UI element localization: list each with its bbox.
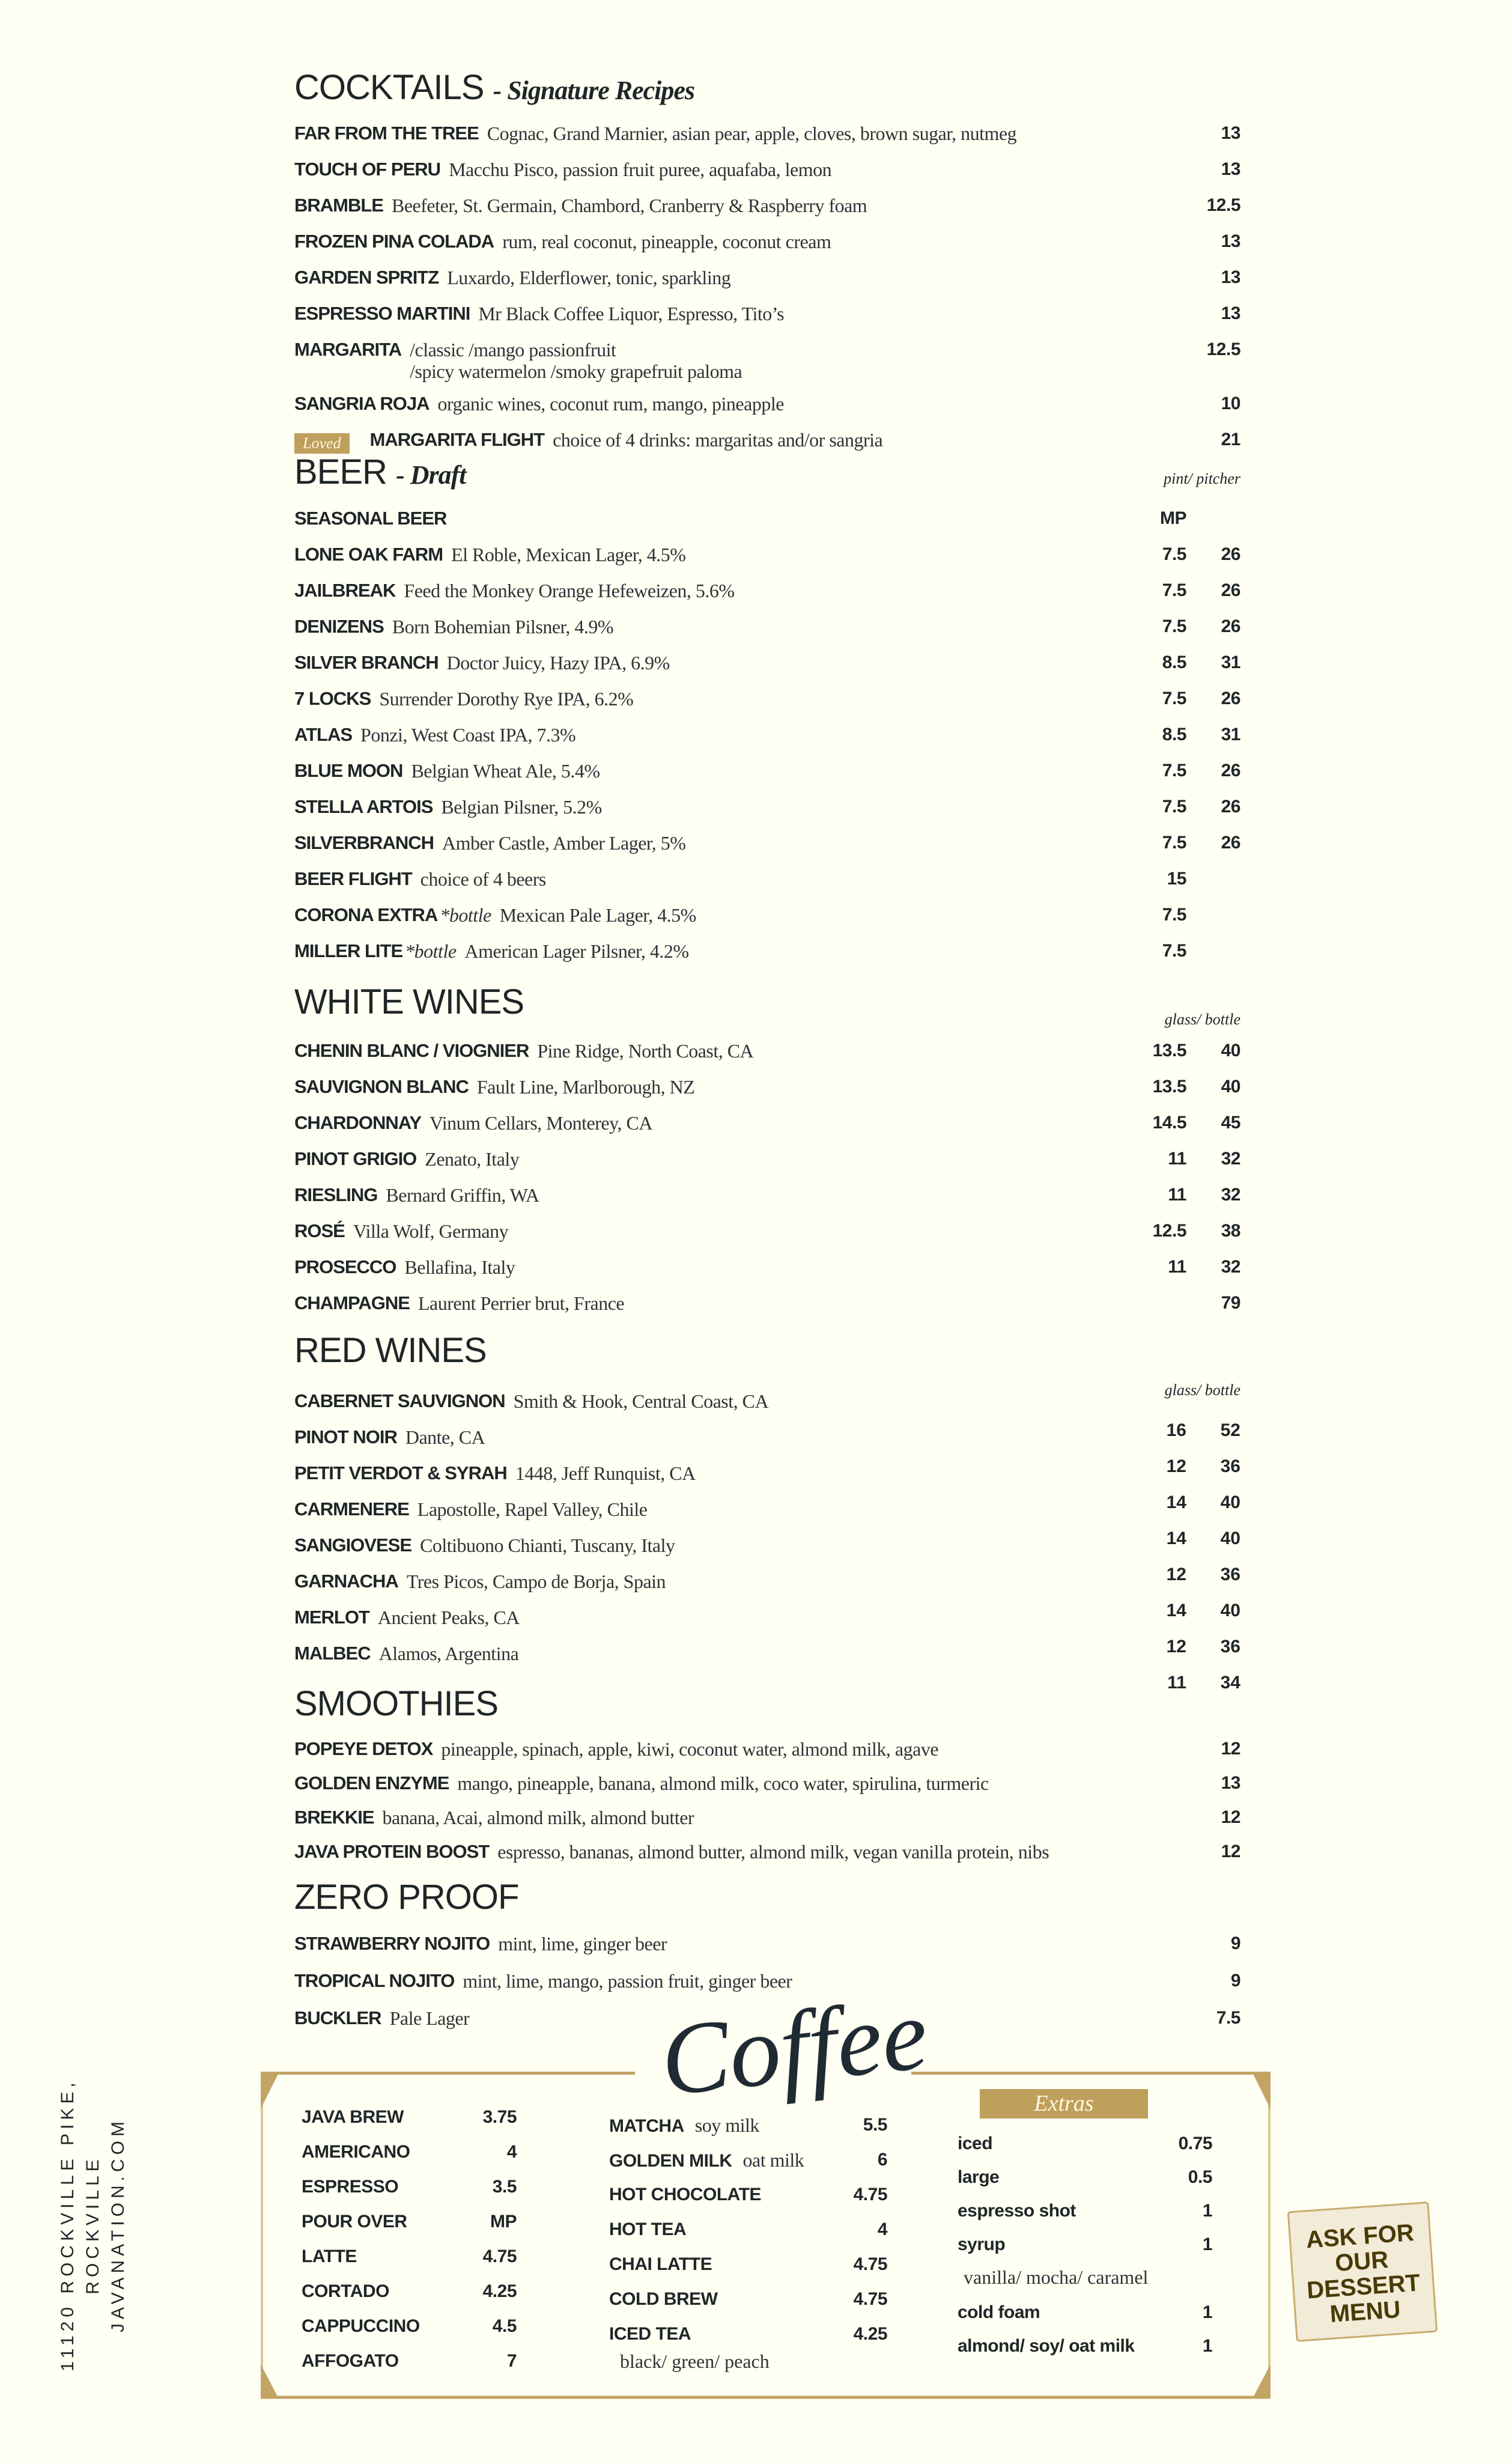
item-description: Doctor Juicy, Hazy IPA, 6.9% [446, 652, 670, 674]
item-name: CARMENERE [294, 1498, 409, 1519]
item-description: Cognac, Grand Marnier, asian pear, apple, cloves, brown sugar, nutmeg [487, 123, 1017, 144]
item-description: Ponzi, West Coast IPA, 7.3% [360, 724, 576, 746]
item-price-large: 26 [1221, 761, 1240, 780]
item-price-large: 26 [1221, 544, 1240, 564]
item-name: TROPICAL NOJITO [294, 1970, 455, 1991]
address-block [55, 2033, 131, 2417]
item-price: 9 [1230, 1971, 1240, 1991]
item-name: ICED TEA [609, 2324, 691, 2344]
item-price: 1 [1202, 2302, 1212, 2322]
item-name: BEER FLIGHT [294, 868, 412, 889]
item-name: large [958, 2167, 1000, 2187]
zero-proof-heading: ZERO PROOF [294, 1878, 519, 1917]
menu-item [609, 2282, 887, 2317]
item-description: Mexican Pale Lager, 4.5% [499, 904, 696, 926]
item-price-large: 79 [1221, 1293, 1240, 1313]
glass-price: 12 [1166, 1565, 1186, 1584]
item-price: 6 [877, 2150, 887, 2170]
item-price: 13 [1221, 159, 1240, 179]
white-wines-heading: WHITE WINES [294, 982, 524, 1021]
item-price-large: 26 [1221, 797, 1240, 817]
item-description: Dante, CA [405, 1426, 485, 1448]
menu-item [958, 2160, 1212, 2195]
item-price-small: 7.5 [1162, 616, 1186, 636]
item-description: Tres Picos, Campo de Borja, Spain [406, 1571, 666, 1592]
item-description: pineapple, spinach, apple, kiwi, coconut water, almond milk, agave [441, 1738, 939, 1760]
item-price-small: 7.5 [1162, 689, 1186, 708]
menu-item [302, 2100, 517, 2135]
item-name: SANGIOVESE [294, 1535, 411, 1556]
item-price-large: 26 [1221, 689, 1240, 708]
item-description: choice of 4 beers [420, 868, 546, 890]
glass-price: 14 [1166, 1601, 1186, 1620]
item-name: SANGRIA ROJA [294, 393, 430, 414]
item-price-small: 7.5 [1162, 941, 1186, 961]
item-price: 12 [1221, 1807, 1240, 1827]
item-name: CABERNET SAUVIGNON [294, 1390, 505, 1411]
bottle-price: 40 [1220, 1529, 1240, 1548]
item-description: Villa Wolf, Germany [353, 1220, 509, 1242]
white-wines-column-header: glass/ bottle [1164, 1011, 1240, 1028]
item-name: RIESLING [294, 1184, 378, 1205]
item-name: CORTADO [302, 2281, 389, 2301]
item-description: oat milk [742, 2149, 804, 2171]
item-price-large: 45 [1221, 1113, 1240, 1133]
item-name: JAVA BREW [302, 2107, 404, 2127]
item-name: MALBEC [294, 1643, 371, 1664]
coffee-script-title: Coffee [655, 1977, 933, 2117]
item-name: CORONA EXTRA [294, 904, 438, 925]
bottle-price: 36 [1220, 1565, 1240, 1584]
item-price: 13 [1221, 303, 1240, 323]
item-price: 3.5 [492, 2177, 517, 2197]
item-name: POPEYE DETOX [294, 1738, 433, 1759]
item-name: LONE OAK FARM [294, 544, 443, 565]
item-price-large: 31 [1221, 725, 1240, 744]
item-name: syrup [958, 2234, 1006, 2254]
item-description: espresso, bananas, almond butter, almond milk, vegan vanilla protein, nibs [497, 1841, 1049, 1863]
item-price: 7 [506, 2351, 517, 2371]
item-name: almond/ soy/ oat milk [958, 2336, 1135, 2356]
item-price: 12 [1221, 1842, 1240, 1861]
item-price-large: 40 [1221, 1077, 1240, 1097]
glass-price: 14 [1166, 1529, 1186, 1548]
item-description: Belgian Wheat Ale, 5.4% [411, 760, 600, 782]
item-description: Pine Ridge, North Coast, CA [537, 1040, 754, 1062]
iced-tea-flavors: black/ green/ peach [620, 2350, 770, 2372]
item-name: BREKKIE [294, 1807, 374, 1828]
menu-item [609, 2317, 887, 2352]
item-tag: *bottle [440, 904, 491, 926]
item-price-small: 7.5 [1162, 833, 1186, 853]
item-name: GARNACHA [294, 1571, 398, 1592]
bottle-price: 52 [1220, 1420, 1240, 1440]
bottle-price: 34 [1220, 1673, 1240, 1693]
item-description: mint, lime, mango, passion fruit, ginger beer [463, 1970, 792, 1992]
item-price: 12.5 [1206, 195, 1240, 215]
item-price-small: 7.5 [1162, 580, 1186, 600]
item-name: SEASONAL BEER [294, 508, 447, 529]
item-price: 3.75 [482, 2107, 517, 2127]
item-price-small: 7.5 [1162, 544, 1186, 564]
section-title: BEER [294, 452, 387, 491]
section-subtitle: - Signature Recipes [493, 76, 695, 105]
item-description: Fault Line, Marlborough, NZ [476, 1076, 695, 1098]
item-price: 4 [506, 2142, 517, 2162]
item-price-large: 26 [1221, 580, 1240, 600]
item-name: CAPPUCCINO [302, 2316, 420, 2336]
red-wines-heading: RED WINES [294, 1331, 487, 1370]
item-price-small: 11 [1168, 1257, 1186, 1277]
item-price-small: 12.5 [1152, 1221, 1186, 1241]
item-description: banana, Acai, almond milk, almond butter [382, 1807, 694, 1828]
beer-column-header: pint/ pitcher [1164, 470, 1240, 487]
item-description: mint, lime, ginger beer [498, 1933, 667, 1954]
item-price: 1 [1202, 2234, 1212, 2254]
item-name: PETIT VERDOT & SYRAH [294, 1462, 507, 1483]
item-price-large: 32 [1221, 1149, 1240, 1169]
item-price-large: 26 [1221, 616, 1240, 636]
item-price: 4.25 [482, 2281, 517, 2301]
item-price-small: 8.5 [1162, 725, 1186, 744]
glass-price: 12 [1166, 1637, 1186, 1656]
section-title: COCKTAILS [294, 68, 484, 107]
menu-item [609, 2143, 887, 2177]
item-description: Luxardo, Elderflower, tonic, sparkling [447, 267, 731, 288]
item-price-large: 32 [1221, 1257, 1240, 1277]
item-description: organic wines, coconut rum, mango, pineapple [437, 393, 784, 415]
glass-price: 12 [1166, 1456, 1186, 1476]
item-name: SAUVIGNON BLANC [294, 1076, 469, 1097]
item-name: SILVER BRANCH [294, 652, 439, 673]
item-price: 5.5 [863, 2115, 887, 2135]
item-description: American Lager Pilsner, 4.2% [464, 940, 689, 962]
item-name: FAR FROM THE TREE [294, 123, 479, 144]
item-name: ATLAS [294, 724, 353, 745]
item-description: Beefeter, St. Germain, Chambord, Cranberry & Raspberry foam [392, 195, 867, 216]
item-description: Ancient Peaks, CA [377, 1607, 520, 1628]
item-name: MILLER LITE [294, 940, 403, 961]
item-price-small: 14.5 [1152, 1113, 1186, 1133]
item-name: MARGARITA FLIGHT [369, 429, 545, 450]
item-name: cold foam [958, 2302, 1040, 2322]
item-price-large: 31 [1221, 653, 1240, 672]
item-description: Born Bohemian Pilsner, 4.9% [392, 616, 614, 637]
item-description: Laurent Perrier brut, France [417, 1292, 625, 1314]
item-price: 13 [1221, 1773, 1240, 1793]
item-tag: *bottle [405, 940, 457, 962]
item-description: Belgian Pilsner, 5.2% [441, 796, 602, 818]
item-name: JAVA PROTEIN BOOST [294, 1841, 490, 1862]
syrup-flavors: vanilla/ mocha/ caramel [964, 2266, 1149, 2288]
item-price-small: 7.5 [1162, 761, 1186, 780]
bottle-price: 40 [1220, 1601, 1240, 1620]
item-name: AMERICANO [302, 2142, 410, 2162]
menu-item [302, 2274, 517, 2309]
item-price-small: 13.5 [1152, 1041, 1186, 1060]
item-price: 1 [1202, 2201, 1212, 2221]
item-description: Zenato, Italy [425, 1148, 520, 1170]
item-description: Feed the Monkey Orange Hefeweizen, 5.6% [404, 580, 735, 601]
item-price: 4.75 [853, 2185, 887, 2204]
item-name: PROSECCO [294, 1256, 396, 1277]
item-name: STRAWBERRY NOJITO [294, 1933, 490, 1954]
menu-item [609, 2108, 887, 2143]
item-name: POUR OVER [302, 2212, 407, 2231]
glass-price: 16 [1166, 1420, 1186, 1440]
item-description: rum, real coconut, pineapple, coconut cream [502, 231, 831, 252]
item-name: JAILBREAK [294, 580, 396, 601]
menu-item [609, 2247, 887, 2282]
item-name: ESPRESSO [302, 2177, 399, 2197]
item-description: Amber Castle, Amber Lager, 5% [442, 832, 686, 854]
item-name: STELLA ARTOIS [294, 796, 433, 817]
item-description: Macchu Pisco, passion fruit puree, aquafaba, lemon [449, 159, 832, 180]
item-price-small: 7.5 [1162, 905, 1186, 925]
item-price-large: 38 [1221, 1221, 1240, 1241]
item-description: Surrender Dorothy Rye IPA, 6.2% [379, 688, 634, 710]
website[interactable]: JAVANATION.COM [108, 2117, 128, 2333]
item-name: PINOT GRIGIO [294, 1148, 417, 1169]
red-wines-column-header: glass/ bottle [1164, 1381, 1240, 1399]
menu-item [302, 2309, 517, 2344]
item-price: 13 [1221, 123, 1240, 143]
menu-item [302, 2344, 517, 2379]
item-price: 4.75 [853, 2289, 887, 2309]
item-price: 9 [1230, 1933, 1240, 1953]
item-name: BUCKLER [294, 2007, 381, 2028]
item-price: 12 [1221, 1739, 1240, 1759]
item-price-small: 7.5 [1162, 797, 1186, 817]
smoothies-heading: SMOOTHIES [294, 1684, 499, 1723]
item-description: Lapostolle, Rapel Valley, Chile [417, 1498, 648, 1520]
item-price: 13 [1221, 231, 1240, 251]
item-name: MARGARITA [294, 339, 402, 360]
item-price: 0.5 [1188, 2167, 1212, 2187]
menu-item [958, 2194, 1212, 2228]
item-price-large: 32 [1221, 1185, 1240, 1205]
menu-item [958, 2329, 1212, 2364]
item-price-small: MP [1160, 508, 1186, 528]
item-description: 1448, Jeff Runquist, CA [515, 1462, 696, 1484]
item-name: MATCHA [609, 2116, 684, 2136]
item-name: COLD BREW [609, 2289, 718, 2309]
item-price: 1 [1202, 2336, 1212, 2356]
item-name: espresso shot [958, 2201, 1076, 2221]
bottle-price: 36 [1220, 1637, 1240, 1656]
item-description: choice of 4 drinks: margaritas and/or sangria [553, 429, 883, 451]
item-description: El Roble, Mexican Lager, 4.5% [451, 544, 686, 565]
item-name: CHAI LATTE [609, 2254, 712, 2274]
item-name: ESPRESSO MARTINI [294, 303, 470, 324]
menu-item [302, 2239, 517, 2274]
item-name: PINOT NOIR [294, 1426, 397, 1447]
item-price: 12.5 [1206, 339, 1240, 359]
item-name: iced [958, 2134, 993, 2153]
section-subtitle: - Draft [396, 460, 466, 490]
item-name: BRAMBLE [294, 195, 383, 216]
item-name: MERLOT [294, 1607, 369, 1628]
menu-item [609, 2212, 887, 2247]
item-name: ROSÉ [294, 1220, 345, 1241]
item-name: CHAMPAGNE [294, 1292, 410, 1313]
item-description: Pale Lager [389, 2007, 470, 2029]
item-price: 4 [877, 2219, 887, 2239]
glass-price: 14 [1166, 1492, 1186, 1512]
item-name: LATTE [302, 2246, 357, 2266]
item-description: Smith & Hook, Central Coast, CA [513, 1390, 769, 1412]
bottle-price: 40 [1220, 1492, 1240, 1512]
item-name: AFFOGATO [302, 2351, 399, 2371]
item-price-small: 13.5 [1152, 1077, 1186, 1097]
item-description: Coltibuono Chianti, Tuscany, Italy [420, 1535, 675, 1556]
item-description: Bellafina, Italy [404, 1256, 515, 1278]
item-price: 4.75 [853, 2254, 887, 2274]
item-description: Vinum Cellars, Monterey, CA [430, 1112, 652, 1134]
menu-item [609, 2177, 887, 2212]
item-name: DENIZENS [294, 616, 384, 637]
menu-item [958, 2126, 1212, 2161]
item-name: CHENIN BLANC / VIOGNIER [294, 1040, 529, 1061]
street-address: 11120 ROCKVILLE PIKE, ROCKVILLE [58, 2078, 103, 2371]
menu-item [958, 2227, 1212, 2262]
item-name: GOLDEN ENZYME [294, 1772, 449, 1793]
item-price: 21 [1221, 430, 1240, 449]
item-name: HOT TEA [609, 2219, 687, 2239]
item-name: FROZEN PINA COLADA [294, 231, 494, 252]
dessert-menu-badge: ASK FOR OUR DESSERT MENU [1287, 2201, 1438, 2342]
extras-badge: Extras [980, 2089, 1148, 2119]
menu-item [302, 2135, 517, 2170]
item-name: SILVERBRANCH [294, 832, 434, 853]
item-price-small: 8.5 [1162, 653, 1186, 672]
menu-item [302, 2204, 517, 2239]
item-price: 7.5 [1216, 2008, 1240, 2028]
item-price: MP [490, 2212, 517, 2231]
item-price-small: 11 [1168, 1185, 1186, 1205]
item-description: soy milk [694, 2114, 759, 2136]
item-price: 4.5 [492, 2316, 517, 2336]
item-price-large: 26 [1221, 833, 1240, 853]
item-name: CHARDONNAY [294, 1112, 422, 1133]
item-price: 0.75 [1178, 2134, 1212, 2153]
bottle-price: 36 [1220, 1456, 1240, 1476]
loved-badge: Loved [294, 433, 350, 454]
item-price-small: 15 [1167, 869, 1186, 889]
item-description: /classic /mango passionfruit /spicy watermelon /smoky grapefruit paloma [410, 339, 742, 382]
menu-item [958, 2295, 1212, 2330]
menu-item [302, 2170, 517, 2204]
item-name: GOLDEN MILK [609, 2151, 732, 2171]
item-price: 13 [1221, 267, 1240, 287]
item-name: 7 LOCKS [294, 688, 371, 709]
item-name: TOUCH OF PERU [294, 159, 441, 180]
item-name: BLUE MOON [294, 760, 403, 781]
item-description: Alamos, Argentina [378, 1643, 519, 1664]
item-name: HOT CHOCOLATE [609, 2185, 761, 2204]
item-price: 4.75 [482, 2246, 517, 2266]
item-description: Bernard Griffin, WA [386, 1184, 539, 1206]
glass-price: 11 [1167, 1673, 1186, 1693]
item-description: Mr Black Coffee Liquor, Espresso, Tito’s [478, 303, 785, 324]
item-name: GARDEN SPRITZ [294, 267, 439, 288]
item-price: 10 [1221, 394, 1240, 413]
item-description: mango, pineapple, banana, almond milk, coco water, spirulina, turmeric [457, 1772, 989, 1794]
item-price-small: 11 [1168, 1149, 1186, 1169]
item-price: 4.25 [853, 2324, 887, 2344]
item-price-large: 40 [1221, 1041, 1240, 1060]
